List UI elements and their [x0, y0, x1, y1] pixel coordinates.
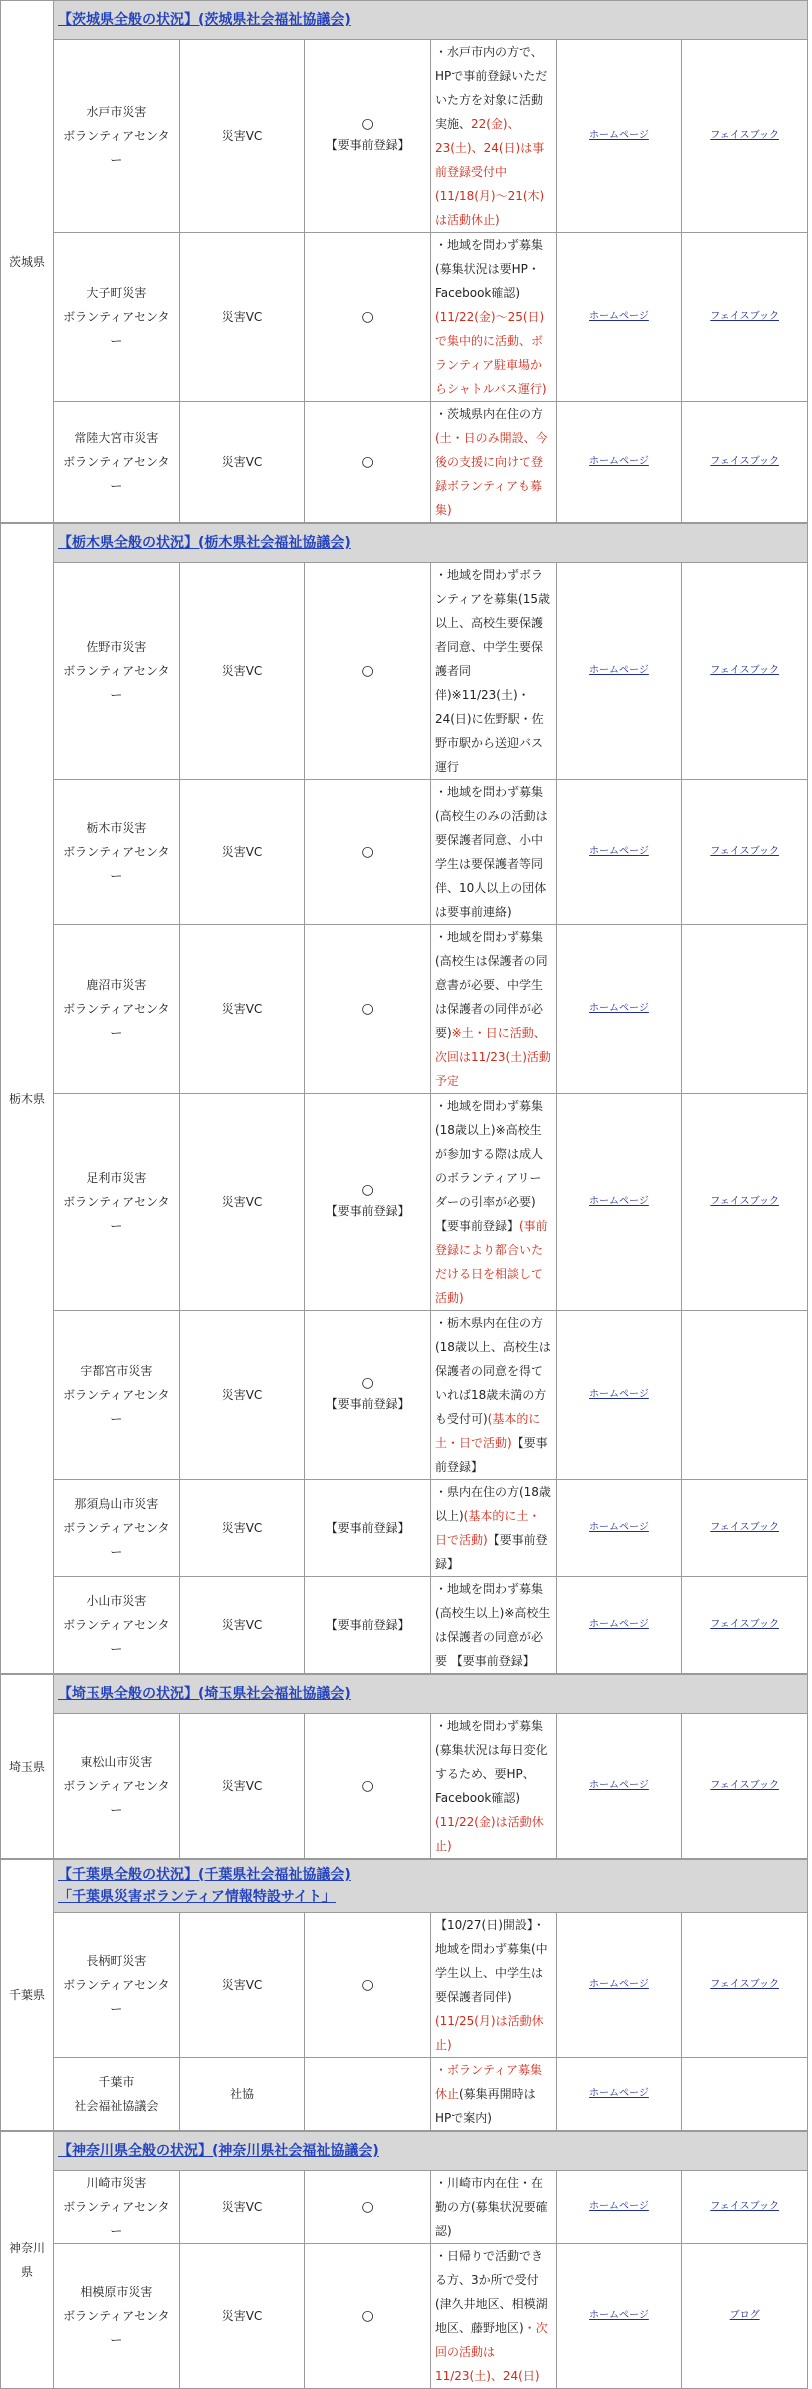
facebook-link[interactable]: フェイスブック — [710, 1522, 779, 1533]
facebook-link[interactable]: ブログ — [729, 2310, 760, 2321]
center-type: 災害VC — [179, 2244, 305, 2389]
registration-required: 【要事前登録】 — [325, 1397, 410, 1411]
prefecture-name: 栃木県 — [1, 524, 54, 1674]
center-type: 災害VC — [179, 563, 305, 780]
section-header-row — [1, 524, 808, 563]
registration-required: 【要事前登録】 — [325, 138, 410, 152]
center-name — [54, 233, 180, 402]
facebook-link[interactable]: フェイスブック — [710, 1196, 779, 1207]
center-type: 災害VC — [179, 1913, 305, 2058]
registration-required: 【要事前登録】 — [325, 1618, 410, 1632]
section-header-row — [1, 1675, 808, 1714]
homepage-cell — [556, 925, 682, 1094]
center-name-line1: 小山市災害 — [86, 1594, 147, 1608]
registration-cell — [305, 40, 431, 233]
homepage-link[interactable]: ホームページ — [589, 1003, 649, 1014]
note-text: (基本的に土・日で活動) — [434, 1509, 541, 1547]
center-name — [54, 780, 180, 925]
social-cell — [682, 1311, 808, 1480]
recruitment-notes — [430, 233, 556, 402]
center-name — [54, 40, 180, 233]
center-name — [54, 1480, 180, 1577]
registration-cell — [305, 1094, 431, 1311]
note-text: ・地域を問わず募集(中学生以上、中学生は要保護者同伴) — [434, 1918, 548, 2004]
note-text: ・地域を問わず募集(高校生は保護者の同意書が必要、中学生は保護者の同伴が必要) — [434, 930, 548, 1040]
prefecture-overview-link[interactable]: 【栃木県全般の状況】(栃木県社会福祉協議会) — [58, 535, 351, 551]
note-text: (土・日のみ開設、今後の支援に向けて登録ボランティアも募集) — [434, 431, 548, 517]
social-cell — [682, 1913, 808, 2058]
registration-cell — [305, 780, 431, 925]
homepage-link[interactable]: ホームページ — [589, 2310, 649, 2321]
center-name-line1: 足利市災害 — [86, 1171, 147, 1185]
homepage-cell — [556, 40, 682, 233]
center-name-line2: ボランティアセンター — [63, 129, 170, 167]
center-type: 災害VC — [179, 2171, 305, 2244]
note-text: 【10/27(日)開設】 — [434, 1918, 533, 1932]
social-cell — [682, 40, 808, 233]
registration-cell — [305, 1480, 431, 1577]
center-name-line1: 水戸市災害 — [86, 105, 147, 119]
center-name-line1: 東松山市災害 — [80, 1755, 153, 1769]
center-type: 災害VC — [179, 1311, 305, 1480]
center-name-line2: ボランティアセンター — [63, 845, 170, 883]
note-text: (11/18(月)～21(木)は活動休止) — [434, 189, 545, 227]
note-text: 【要事前登録】 — [434, 1533, 548, 1571]
prefecture-name: 神奈川県 — [1, 2132, 54, 2389]
prefecture-overview-link[interactable]: 「千葉県災害ボランティア情報特設サイト」 — [58, 1889, 336, 1905]
center-name-line1: 大子町災害 — [86, 286, 147, 300]
table-row — [1, 2058, 808, 2131]
center-type: 災害VC — [179, 1094, 305, 1311]
table-row — [1, 925, 808, 1094]
registration-cell — [305, 2171, 431, 2244]
available-mark: ○ — [361, 309, 374, 325]
center-name-line1: 宇都宮市災害 — [80, 1364, 153, 1378]
center-name — [54, 1094, 180, 1311]
center-name-line1: 栃木市災害 — [86, 821, 147, 835]
note-text: ・地域を問わず募集(高校生以上)※高校生は保護者の同意が必要 【要事前登録】 — [434, 1582, 551, 1668]
section-header — [54, 2132, 808, 2171]
section-header — [54, 1860, 808, 1913]
homepage-cell — [556, 1714, 682, 1859]
recruitment-notes — [430, 1311, 556, 1480]
center-name-line2: ボランティアセンター — [63, 1618, 170, 1656]
section-header — [54, 1675, 808, 1714]
section-header-row — [1, 2132, 808, 2171]
prefecture-table — [0, 1859, 808, 2131]
note-text: (11/22(金)は活動休止) — [434, 1815, 544, 1853]
homepage-cell — [556, 1311, 682, 1480]
recruitment-notes — [430, 40, 556, 233]
homepage-link[interactable]: ホームページ — [589, 1196, 649, 1207]
homepage-link[interactable]: ホームページ — [589, 311, 649, 322]
center-type: 災害VC — [179, 233, 305, 402]
note-text: ・水戸市内の方で、HPで事前登録いただいた方を対象に活動実施、 — [434, 45, 548, 131]
section-header — [54, 1, 808, 40]
table-row — [1, 2244, 808, 2389]
registration-cell — [305, 402, 431, 523]
center-name — [54, 1577, 180, 1674]
recruitment-notes — [430, 1714, 556, 1859]
facebook-link[interactable]: フェイスブック — [710, 2201, 779, 2212]
available-mark: ○ — [361, 844, 374, 860]
note-text: (事前登録により都合いただける日を相談して活動) — [434, 1219, 548, 1305]
social-cell — [682, 2058, 808, 2131]
note-text: (11/25(月)は活動休止) — [434, 2014, 544, 2052]
homepage-link[interactable]: ホームページ — [589, 2201, 649, 2212]
homepage-link[interactable]: ホームページ — [589, 1780, 649, 1791]
recruitment-notes — [430, 2171, 556, 2244]
center-name — [54, 1913, 180, 2058]
note-text: 22(金)、23(土)、24(日)は事前登録受付中 — [434, 117, 545, 179]
center-name — [54, 1714, 180, 1859]
social-cell — [682, 402, 808, 523]
recruitment-notes — [430, 563, 556, 780]
homepage-cell — [556, 563, 682, 780]
available-mark: ○ — [361, 1182, 374, 1198]
section-header — [54, 524, 808, 563]
note-text: ・日帰りで活動できる方、3か所で受付(津久井地区、相模湖地区、藤野地区) — [434, 2249, 548, 2335]
recruitment-notes — [430, 402, 556, 523]
table-row — [1, 1913, 808, 2058]
center-name — [54, 563, 180, 780]
homepage-cell — [556, 1913, 682, 2058]
prefecture-overview-link[interactable]: 【茨城県全般の状況】(茨城県社会福祉協議会) — [58, 12, 351, 28]
recruitment-notes — [430, 1094, 556, 1311]
homepage-link[interactable]: ホームページ — [589, 456, 649, 467]
table-row — [1, 780, 808, 925]
note-text: ・地域を問わずボランティアを募集(15歳以上、高校生要保護者同意、中学生要保護者同伴) — [434, 568, 550, 702]
center-name-line2: ボランティアセンター — [63, 1002, 170, 1040]
center-name — [54, 925, 180, 1094]
note-text: ・栃木県内在住の方(18歳以上、高校生は保護者の同意を得ていれば18歳未満の方も受付可) — [434, 1316, 551, 1426]
available-mark: ○ — [361, 2199, 374, 2215]
homepage-cell — [556, 233, 682, 402]
prefecture-overview-link[interactable]: 【千葉県全般の状況】(千葉県社会福祉協議会) — [58, 1867, 351, 1883]
homepage-cell — [556, 2171, 682, 2244]
registration-cell — [305, 2058, 431, 2131]
registration-cell — [305, 563, 431, 780]
registration-required: 【要事前登録】 — [325, 1521, 410, 1535]
center-type: 災害VC — [179, 1714, 305, 1859]
available-mark: ○ — [361, 1001, 374, 1017]
homepage-cell — [556, 1480, 682, 1577]
center-name-line1: 鹿沼市災害 — [86, 978, 147, 992]
recruitment-notes — [430, 1577, 556, 1674]
homepage-cell — [556, 402, 682, 523]
available-mark: ○ — [361, 2308, 374, 2324]
center-name — [54, 2058, 180, 2131]
homepage-link[interactable]: ホームページ — [589, 1389, 649, 1400]
center-name-line1: 那須烏山市災害 — [74, 1497, 159, 1511]
center-type: 災害VC — [179, 1577, 305, 1674]
recruitment-notes — [430, 2244, 556, 2389]
homepage-link[interactable]: ホームページ — [589, 1522, 649, 1533]
center-type: 災害VC — [179, 925, 305, 1094]
center-name-line1: 常陸大宮市災害 — [74, 431, 159, 445]
section-header-row — [1, 1, 808, 40]
registration-cell — [305, 1714, 431, 1859]
note-text: (基本的に土・日で活動) — [434, 1412, 541, 1450]
table-row — [1, 40, 808, 233]
center-name-line1: 長柄町災害 — [86, 1954, 147, 1968]
center-name-line2: ボランティアセンター — [63, 664, 170, 702]
social-cell — [682, 563, 808, 780]
center-name-line2: ボランティアセンター — [63, 2309, 170, 2347]
registration-cell — [305, 1913, 431, 2058]
center-name — [54, 2244, 180, 2389]
center-name-line2: ボランティアセンター — [63, 1779, 170, 1817]
homepage-link[interactable]: ホームページ — [589, 1979, 649, 1990]
registration-cell — [305, 2244, 431, 2389]
center-name-line1: 千葉市 — [98, 2075, 135, 2089]
homepage-cell — [556, 1577, 682, 1674]
table-row — [1, 1577, 808, 1674]
prefecture-name: 茨城県 — [1, 1, 54, 523]
table-row — [1, 402, 808, 523]
facebook-link[interactable]: フェイスブック — [710, 456, 779, 467]
center-name — [54, 1311, 180, 1480]
table-row — [1, 233, 808, 402]
available-mark: ○ — [361, 1375, 374, 1391]
registration-cell — [305, 233, 431, 402]
note-text: ・地域を問わず募集(高校生のみの活動は要保護者同意、小中学生は要保護者等同伴、10人以上の団体は要事前連絡) — [434, 785, 548, 919]
note-text: (11/22(金)～25(日)で集中的に活動、ボランティア駐車場からシャトルバス運行) — [434, 310, 547, 396]
note-text: 【要事前登録】 — [434, 1436, 548, 1474]
center-name-line2: 社会福祉協議会 — [74, 2099, 159, 2113]
center-type: 災害VC — [179, 402, 305, 523]
prefecture-table — [0, 1674, 808, 1859]
center-type: 災害VC — [179, 1480, 305, 1577]
registration-cell — [305, 925, 431, 1094]
center-type: 災害VC — [179, 40, 305, 233]
center-name-line2: ボランティアセンター — [63, 1388, 170, 1426]
center-type: 災害VC — [179, 780, 305, 925]
prefecture-table — [0, 523, 808, 1674]
facebook-link[interactable]: フェイスブック — [710, 1619, 779, 1630]
center-type: 社協 — [179, 2058, 305, 2131]
registration-required: 【要事前登録】 — [325, 1204, 410, 1218]
recruitment-notes — [430, 1913, 556, 2058]
social-cell — [682, 1577, 808, 1674]
social-cell — [682, 233, 808, 402]
section-header-row — [1, 1860, 808, 1913]
homepage-link[interactable]: ホームページ — [589, 1619, 649, 1630]
center-name — [54, 402, 180, 523]
homepage-link[interactable]: ホームページ — [589, 130, 649, 141]
center-name — [54, 2171, 180, 2244]
registration-cell — [305, 1311, 431, 1480]
prefecture-overview-link[interactable]: 【神奈川県全般の状況】(神奈川県社会福祉協議会) — [58, 2143, 379, 2159]
available-mark: ○ — [361, 1778, 374, 1794]
facebook-link[interactable]: フェイスブック — [710, 665, 779, 676]
center-name-line2: ボランティアセンター — [63, 2200, 170, 2238]
prefecture-overview-link[interactable]: 【埼玉県全般の状況】(埼玉県社会福祉協議会) — [58, 1686, 351, 1702]
note-text: (募集再開時はHPで案内) — [434, 2087, 536, 2125]
table-row — [1, 563, 808, 780]
note-text: ※土・日に活動、次回は11/23(土)活動予定 — [434, 1026, 551, 1088]
note-text: ・地域を問わず募集(18歳以上)※高校生が参加する際は成人のボランティアリーダーの引率が必要)【要事前登録】 — [434, 1099, 543, 1233]
homepage-cell — [556, 1094, 682, 1311]
note-text: ・地域を問わず募集(募集状況は毎日変化するため、要HP、Facebook確認) — [434, 1719, 548, 1805]
center-name-line2: ボランティアセンター — [63, 455, 170, 493]
homepage-link[interactable]: ホームページ — [589, 846, 649, 857]
facebook-link[interactable]: フェイスブック — [710, 130, 779, 141]
available-mark: ○ — [361, 1977, 374, 1993]
recruitment-notes — [430, 925, 556, 1094]
available-mark: ○ — [361, 454, 374, 470]
prefecture-table — [0, 2131, 808, 2389]
recruitment-notes — [430, 2058, 556, 2131]
table-row — [1, 1311, 808, 1480]
social-cell — [682, 1714, 808, 1859]
table-row — [1, 1480, 808, 1577]
social-cell — [682, 1094, 808, 1311]
center-name-line1: 佐野市災害 — [86, 640, 147, 654]
center-name-line2: ボランティアセンター — [63, 310, 170, 348]
homepage-cell — [556, 2058, 682, 2131]
facebook-link[interactable]: フェイスブック — [710, 846, 779, 857]
available-mark: ○ — [361, 663, 374, 679]
note-text: ・ボランティア募集休止 — [434, 2063, 543, 2101]
table-row — [1, 1094, 808, 1311]
social-cell — [682, 780, 808, 925]
prefecture-table — [0, 0, 808, 523]
facebook-link[interactable]: フェイスブック — [710, 311, 779, 322]
homepage-cell — [556, 780, 682, 925]
social-cell — [682, 1480, 808, 1577]
recruitment-notes — [430, 1480, 556, 1577]
note-text: ・次回の活動は11/23(土)、24(日) — [434, 2321, 548, 2383]
note-text: ・地域を問わず募集(募集状況は要HP・Facebook確認) — [434, 238, 543, 300]
recruitment-notes — [430, 780, 556, 925]
social-cell — [682, 2171, 808, 2244]
note-text: ※11/23(土)・24(日)に佐野駅・佐野市駅から送迎バス運行 — [434, 688, 544, 774]
prefecture-name: 千葉県 — [1, 1860, 54, 2131]
social-cell — [682, 2244, 808, 2389]
center-name-line2: ボランティアセンター — [63, 1195, 170, 1233]
social-cell — [682, 925, 808, 1094]
note-text: ・県内在住の方(18歳以上) — [434, 1485, 551, 1523]
center-name-line2: ボランティアセンター — [63, 1521, 170, 1559]
center-name-line1: 相模原市災害 — [80, 2285, 153, 2299]
homepage-cell — [556, 2244, 682, 2389]
available-mark: ○ — [361, 116, 374, 132]
facebook-link[interactable]: フェイスブック — [710, 1780, 779, 1791]
note-text: ・川崎市内在住・在勤の方(募集状況要確認) — [434, 2176, 548, 2238]
registration-cell — [305, 1577, 431, 1674]
table-row — [1, 1714, 808, 1859]
prefecture-name: 埼玉県 — [1, 1675, 54, 1859]
facebook-link[interactable]: フェイスブック — [710, 1979, 779, 1990]
center-name-line1: 川崎市災害 — [86, 2176, 147, 2190]
center-name-line2: ボランティアセンター — [63, 1978, 170, 2016]
table-row — [1, 2171, 808, 2244]
note-text: ・茨城県内在住の方 — [434, 407, 543, 421]
homepage-link[interactable]: ホームページ — [589, 665, 649, 676]
homepage-link[interactable]: ホームページ — [589, 2088, 649, 2099]
